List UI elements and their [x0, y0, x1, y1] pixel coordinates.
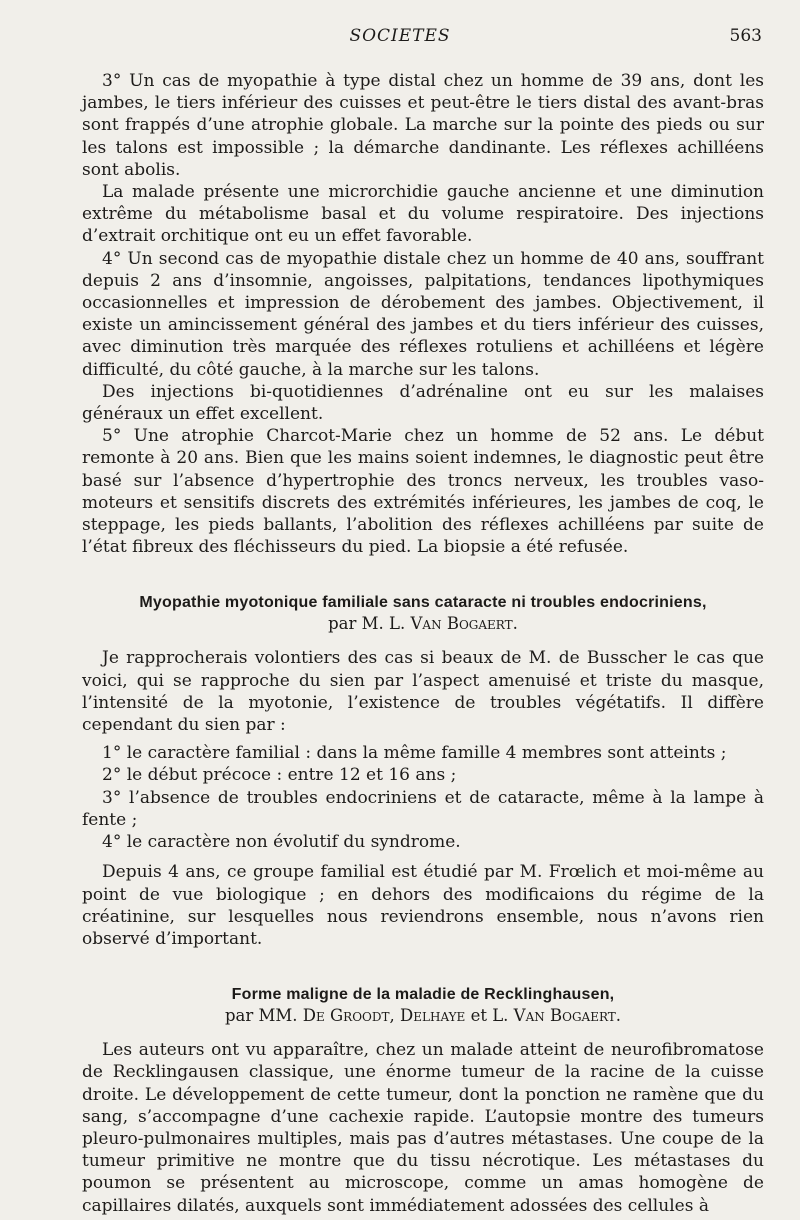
byline-separator: , [389, 1006, 395, 1026]
list-item: 4° le caractère non évolutif du syndrome. [102, 832, 461, 853]
author-name: Delhaye [400, 1006, 466, 1026]
paragraph-intro-myopathie: Je rapprocherais volontiers des cas si beaux de M. de Busscher le cas que voici, qui se rapproche du sien par l’aspect amenuisé et triste du masque, l’intensité de la myotonie, l’existence de troubles végétatifs. Il diffère cependant du sien par : [82, 648, 764, 736]
byline-recklinghausen [82, 1005, 764, 1027]
running-title: SOCIETES [349, 26, 451, 46]
paragraph-case-3: 3° Un cas de myopathie à type distal chez un homme de 39 ans, dont les jambes, le tiers inférieur des cuisses et peut-être le tiers distal des avant-bras sont frappés d’une atrophie globale. La marche sur la pointe des pieds ou sur les talons est impossible ; la démarche dandinante. Les réflexes achilléens sont abolis. [82, 71, 764, 180]
paragraph-case-4: 4° Un second cas de myopathie distale chez un homme de 40 ans, souffrant depuis 2 ans d’insomnie, angoisses, palpitations, tendances lipothymiques occasionnelles et impression de dérobement des jambes. Objectivement, il existe un amincissement général des jambes et du tiers inférieur des cuisses, avec diminution très marquée des réflexes rotuliens et achilléens et légère difficulté, du côté gauche, à la marche sur les talons. [82, 248, 764, 380]
byline-myopathie [82, 613, 764, 635]
list-item: 2° le début précoce : entre 12 et 16 ans ; [102, 765, 457, 786]
paragraph-case-3-continued: La malade présente une microrchidie gauche ancienne et une diminution extrême du métabolisme basal et du volume respiratoire. Des injections d’extrait orchitique ont eu un effet favorable. [82, 182, 764, 247]
byline-prefix: par M. L. [328, 614, 406, 634]
page-header [0, 22, 800, 52]
page-body [82, 70, 764, 1217]
characteristics-list [82, 742, 764, 853]
paragraph-case-4-continued: Des injections bi-quotidiennes d’adrénaline ont eu sur les malaises généraux un effet excellent. [82, 381, 764, 425]
list-item: 1° le caractère familial : dans la même famille 4 membres sont atteints ; [102, 743, 727, 764]
article-title-myopathie: Myopathie myotonique familiale sans cataracte ni troubles endocriniens, [139, 594, 707, 612]
byline-separator: et L. [470, 1006, 509, 1026]
author-name: De Groodt [302, 1006, 390, 1026]
list-item: 3° l’absence de troubles endocriniens et de cataracte, même à la lampe à fente ; [82, 787, 764, 830]
page-number: 563 [729, 26, 762, 46]
author-name: Van Bogaert. [410, 614, 518, 634]
paragraph-recklinghausen: Les auteurs ont vu apparaître, chez un malade atteint de neurofibromatose de Recklingausen classique, une énorme tumeur de la racine de la cuisse droite. Le développement de cette tumeur, dont la ponction ne ramène que du sang, s’accompagne d’une cachexie rapide. L’autopsie montre des tumeurs pleuro-pulmonaires multiples, mais pas d’autres métastases. Une coupe de la tumeur primitive ne montre que du tissu nécrotique. Les métastases du poumon se présentent au microscope, comme un amas homogène de capillaires dilatés, auxquels sont immédiatement adossées des cellules à [82, 1040, 764, 1216]
article-title-recklinghausen: Forme maligne de la maladie de Recklinghausen, [231, 986, 615, 1004]
byline-prefix: par MM. [224, 1006, 298, 1026]
paragraph-case-5: 5° Une atrophie Charcot-Marie chez un homme de 52 ans. Le début remonte à 20 ans. Bien que les mains soient indemnes, le diagnostic peut être basé sur l’absence d’hypertrophie des troncs nerveux, les troubles vaso-moteurs et sensitifs discrets des extrémités inférieures, les jambes de coq, le steppage, les pieds ballants, l’abolition des réflexes achilléens par suite de l’état fibreux des fléchisseurs du pied. La biopsie a été refusée. [82, 426, 764, 558]
author-name: Van Bogaert. [513, 1006, 622, 1026]
paragraph-biology: Depuis 4 ans, ce groupe familial est étudié par M. Frœlich et moi-même au point de vue biologique ; en dehors des modificaions du régime de la créatinine, sur lesquelles nous reviendrons ensemble, nous n’avons rien observé d’important. [82, 862, 764, 949]
